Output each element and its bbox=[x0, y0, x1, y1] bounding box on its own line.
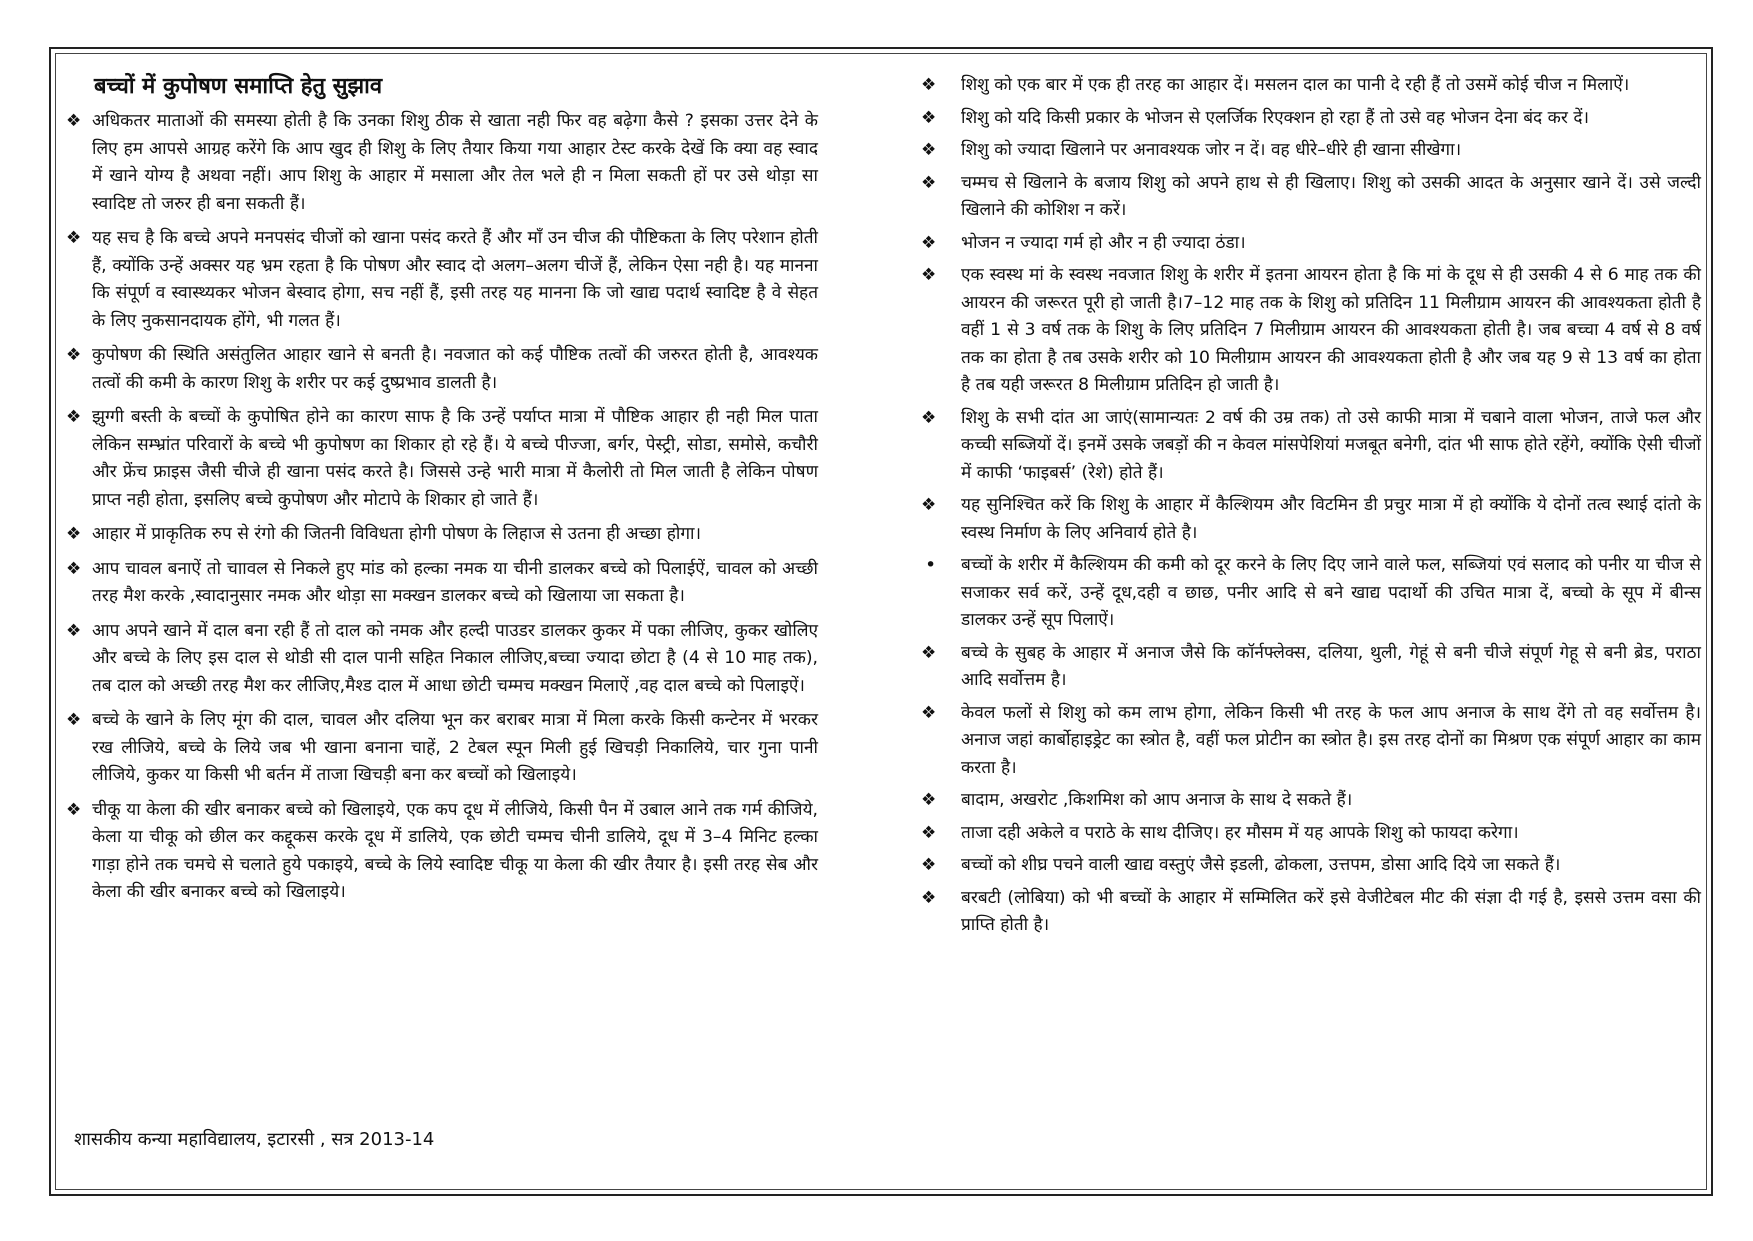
tip-item bbox=[921, 137, 1701, 165]
bullet-diamond-icon: ❖ bbox=[921, 642, 937, 663]
tip-item bbox=[66, 556, 818, 611]
bullet-diamond-icon: ❖ bbox=[921, 140, 937, 160]
bullet-diamond-icon: ❖ bbox=[921, 172, 937, 193]
tip-text: आप चावल बनाऐं तो चाावल से निकले हुए मांड को हल्का नमक या चीनी डालकर बच्चे को पिलाईऐं, चावल को अच्छी तरह मैश करके ,स्वादानुसार नमक और थोड़ा सा मक्खन डालकर बच्चे को खिलाया जा सकता है। bbox=[92, 558, 818, 606]
tip-item bbox=[921, 820, 1701, 848]
tip-text: झुग्गी बस्ती के बच्चों के कुपोषित होने का कारण साफ है कि उन्हें पर्याप्त मात्रा में पौष्टिक आहार ही नही मिल पाता लेकिन सम्भ्रांत परिवारों के बच्चे भी कुपोषण का शिकार हो रहे हैं। ये बच्चे पीज्जा, बर्गर, पेस्ट्री, सोडा, समोसे, कचौरी और फ्रेंच फ्राइस जैसी चीजे ही खाना पसंद करते है। जिससे उन्हे भारी मात्रा में कैलोरी तो मिल जाती है लेकिन पोषण प्राप्त नही होता, इसलिए बच्चे कुपोषण और मोटापे के शिकार हो जाते हैं। bbox=[92, 407, 818, 510]
bullet-diamond-icon: ❖ bbox=[66, 111, 82, 131]
tip-item bbox=[66, 342, 818, 397]
tip-item bbox=[66, 618, 818, 701]
tip-item bbox=[921, 552, 1701, 635]
bullet-diamond-icon: ❖ bbox=[66, 228, 82, 248]
left-column bbox=[66, 72, 818, 914]
tip-item bbox=[921, 262, 1701, 400]
tip-text: शिशु के सभी दांत आ जाएं(सामान्यतः 2 वर्ष की उम्र तक) तो उसे काफी मात्रा में चबाने वाला भोजन, ताजे फल और कच्ची सब्जियों दें। इनमें उसके जबड़ों की न केवल मांसपेशियां मजबूत बनेगी, दांत भी साफ होते रहेंगे, क्योंकि ऐसी चीजों में काफी ‘फाइबर्स’ (रेशे) होते हैं। bbox=[961, 407, 1701, 483]
tip-item bbox=[921, 492, 1701, 547]
bullet-diamond-icon: ❖ bbox=[921, 855, 937, 875]
tip-text: एक स्वस्थ मां के स्वस्थ नवजात शिशु के शरीर में इतना आयरन होता है कि मां के दूध से ही उसकी 4 से 6 माह तक की आयरन की जरूरत पूरी हो जाती है।7–12 माह तक के शिशु को प्रतिदिन 11 मिलीग्राम आयरन की आवश्यकता होती है वहीं 1 से 3 वर्ष तक के शिशु के लिए प्रतिदिन 7 मिलीग्राम आयरन की आवश्यकता होती है। जब बच्चा 4 वर्ष से 8 वर्ष तक का होता है तब उसके शरीर को 10 मिलीग्राम आयरन की आवश्यकता होती है और जब यह 9 से 13 वर्ष का होता है तब यही जरूरत 8 मिलीग्राम प्रतिदिन हो जाती है। bbox=[961, 265, 1701, 395]
bullet-diamond-icon: ❖ bbox=[66, 799, 82, 820]
left-tips-list bbox=[66, 108, 818, 907]
tip-item bbox=[921, 230, 1701, 258]
tip-item bbox=[921, 105, 1701, 133]
bullet-diamond-icon: ❖ bbox=[66, 558, 82, 579]
tip-text: बच्चों को शीघ्र पचने वाली खाद्य वस्तुएं जैसे इडली, ढोकला, उत्तपम, डोसा आदि दिये जा सकते हैं। bbox=[961, 855, 1561, 875]
tip-item bbox=[921, 787, 1701, 815]
tip-text: शिशु को एक बार में एक ही तरह का आहार दें। मसलन दाल का पानी दे रही हैं तो उसमें कोई चीज न मिलाऐं। bbox=[961, 75, 1630, 95]
tip-item bbox=[921, 700, 1701, 783]
tip-item bbox=[921, 405, 1701, 488]
tip-text: ताजा दही अकेले व पराठे के साथ दीजिए। हर मौसम में यह आपके शिशु को फायदा करेगा। bbox=[961, 822, 1519, 843]
tip-item bbox=[921, 72, 1701, 100]
tip-text: बच्चे के सुबह के आहार में अनाज जैसे कि कॉर्नफ्लेक्स, दलिया, थुली, गेहूं से बनी चीजे संपूर्ण गेहू से बनी ब्रेड, पराठा आदि सर्वोत्तम है। bbox=[961, 642, 1701, 690]
bullet-diamond-icon: ❖ bbox=[66, 407, 82, 427]
tip-text: शिशु को यदि किसी प्रकार के भोजन से एलर्जिक रिएक्शन हो रहा हैं तो उसे वह भोजन देना बंद कर दें। bbox=[961, 107, 1589, 128]
tip-item bbox=[66, 797, 818, 907]
tip-text: चीकू या केला की खीर बनाकर बच्चे को खिलाइये, एक कप दूध में लीजिये, किसी पैन में उबाल आने तक गर्म कीजिये, केला या चीकू को छील कर कद्दूकस करके दूध में डालिये, एक छोटी चम्मच चीनी डालिये, दूध में 3–4 मिनिट हल्का गाड़ा होने तक चमचे से चलाते हुये पकाइये, बच्चे के लिये स्वादिष्ट चीकू या केला की खीर तैयार है। इसी तरह सेब और केला की खीर बनाकर बच्चे को खिलाइये। bbox=[92, 799, 818, 902]
tip-item bbox=[921, 852, 1701, 880]
tip-item bbox=[66, 108, 818, 218]
tip-item bbox=[66, 225, 818, 335]
tip-text: आप अपने खाने में दाल बना रही हैं तो दाल को नमक और हल्दी पाउडर डालकर कुकर में पका लीजिए, कुकर खोलिए और बच्चे के लिए इस दाल से थोडी सी दाल पानी सहित निकाल लीजिए,बच्चा ज्यादा छोटा है (4 से 10 माह तक), तब दाल को अच्छी तरह मैश कर लीजिए,मैश्ड दाल में आधा छोटी चम्मच मक्खन मिलाऐं ,वह दाल बच्चे को पिलाइऐं। bbox=[92, 620, 818, 696]
tip-item bbox=[921, 885, 1701, 940]
bullet-diamond-icon: ❖ bbox=[66, 620, 82, 641]
tip-item bbox=[921, 640, 1701, 695]
bullet-diamond-icon: ❖ bbox=[921, 265, 937, 285]
bullet-dot-icon: • bbox=[925, 554, 937, 576]
tip-text: यह सुनिश्चित करें कि शिशु के आहार में कैल्शियम और विटमिन डी प्रचुर मात्रा में हो क्योंकि ये दोनों तत्व स्थाई दांतो के स्वस्थ निर्माण के लिए अनिवार्य होते है। bbox=[961, 495, 1701, 543]
tip-text: बरबटी (लोबिया) को भी बच्चों के आहार में सम्मिलित करें इसे वेजीटेबल मीट की संज्ञा दी गई है, इससे उत्तम वसा की प्राप्ति होती है। bbox=[961, 887, 1701, 935]
bullet-diamond-icon: ❖ bbox=[921, 822, 937, 843]
bullet-diamond-icon: ❖ bbox=[66, 345, 82, 365]
bullet-diamond-icon: ❖ bbox=[66, 710, 82, 730]
tip-text: चम्मच से खिलाने के बजाय शिशु को अपने हाथ से ही खिलाए। शिशु को उसकी आदत के अनुसार खाने दें। उसे जल्दी खिलाने की कोशिश न करें। bbox=[961, 172, 1701, 220]
bullet-diamond-icon: ❖ bbox=[921, 790, 937, 810]
tip-text: भोजन न ज्यादा गर्म हो और न ही ज्यादा ठंडा। bbox=[961, 232, 1246, 253]
tip-text: बादाम, अखरोट ,किशमिश को आप अनाज के साथ दे सकते हैं। bbox=[961, 790, 1353, 810]
tip-item bbox=[66, 404, 818, 514]
bullet-diamond-icon: ❖ bbox=[921, 75, 937, 95]
tip-text: बच्चों के शरीर में कैल्शियम की कमी को दूर करने के लिए दिए जाने वाले फल, सब्जियां एवं सलाद को पनीर या चीज से सजाकर सर्व करें, उन्हें दूध,दही व छाछ, पनीर आदि से बने खाद्य पदार्थो की उचित मात्रा दें, बच्चो के सूप में बीन्स डालकर उन्हें सूप पिलाऐं। bbox=[961, 555, 1701, 630]
right-tips-list bbox=[921, 72, 1701, 940]
tip-text: यह सच है कि बच्चे अपने मनपसंद चीजों को खाना पसंद करते हैं और माँ उन चीज की पौष्टिकता के लिए परेशान होती हैं, क्योंकि उन्हें अक्सर यह भ्रम रहता है कि पोषण और स्वाद दो अलग–अलग चीजें हैं, लेकिन ऐसा नही है। यह मानना कि संपूर्ण व स्वास्थ्यकर भोजन बेस्वाद होगा, सच नहीं हैं, इसी तरह यह मानना कि जो खाद्य पदार्थ स्वादिष्ट है वे सेहत के लिए नुकसानदायक होंगे, भी गलत हैं। bbox=[92, 228, 818, 331]
footer-institution: शासकीय कन्या महाविद्यालय, इटारसी , सत्र 2013-14 bbox=[74, 1129, 435, 1150]
tip-text: बच्चे के खाने के लिए मूंग की दाल, चावल और दलिया भून कर बराबर मात्रा में मिला करके किसी कन्टेनर में भरकर रख लीजिये, बच्चे के लिये जब भी खाना बनाना चाहें, 2 टेबल स्पून मिली हुई खिचड़ी निकालिये, चार गुना पानी लीजिये, कुकर या किसी भी बर्तन में ताजा खिचड़ी बना कर बच्चों को खिलाइये। bbox=[92, 710, 818, 785]
tip-text: केवल फलों से शिशु को कम लाभ होगा, लेकिन किसी भी तरह के फल आप अनाज के साथ देंगे तो वह सर्वोत्तम है। अनाज जहां कार्बोहाइड्रेट का स्त्रोत है, वहीं फल प्रोटीन का स्त्रोत है। इस तरह दोनों का मिश्रण एक संपूर्ण आहार का काम करता है। bbox=[961, 702, 1701, 778]
right-column bbox=[921, 72, 1701, 945]
tip-text: कुपोषण की स्थिति असंतुलित आहार खाने से बनती है। नवजात को कई पौष्टिक तत्वों की जरुरत होती है, आवश्यक तत्वों की कमी के कारण शिशु के शरीर पर कई दुष्प्रभाव डालती है। bbox=[92, 345, 818, 393]
tip-text: अधिकतर माताओं की समस्या होती है कि उनका शिशु ठीक से खाता नही फिर वह बढ़ेगा कैसे ? इसका उत्तर देने के लिए हम आपसे आग्रह करेंगे कि आप खुद ही शिशु के लिए तैयार किया गया आहार टेस्ट करके देखें कि क्या वह स्वाद में खाने योग्य है अथवा नहीं। आप शिशु के आहार में मसाला और तेल भले ही न मिला सकती हों पर उसे थोड़ा सा स्वादिष्ट तो जरुर ही बना सकती हैं। bbox=[92, 111, 818, 214]
tip-item bbox=[921, 170, 1701, 225]
bullet-diamond-icon: ❖ bbox=[921, 702, 937, 723]
tip-text: शिशु को ज्यादा खिलाने पर अनावश्यक जोर न दें। वह धीरे–धीरे ही खाना सीखेगा। bbox=[961, 140, 1462, 160]
tip-item bbox=[66, 521, 818, 549]
bullet-diamond-icon: ❖ bbox=[921, 232, 937, 253]
tip-text: आहार में प्राकृतिक रुप से रंगो की जितनी विविधता होगी पोषण के लिहाज से उतना ही अच्छा होगा। bbox=[92, 524, 702, 544]
bullet-diamond-icon: ❖ bbox=[921, 887, 937, 908]
document-title: बच्चों में कुपोषण समाप्ति हेतु सुझाव bbox=[94, 74, 383, 99]
bullet-diamond-icon: ❖ bbox=[66, 524, 82, 544]
bullet-diamond-icon: ❖ bbox=[921, 407, 937, 428]
tip-item bbox=[66, 707, 818, 790]
bullet-diamond-icon: ❖ bbox=[921, 495, 937, 515]
bullet-diamond-icon: ❖ bbox=[921, 107, 937, 128]
